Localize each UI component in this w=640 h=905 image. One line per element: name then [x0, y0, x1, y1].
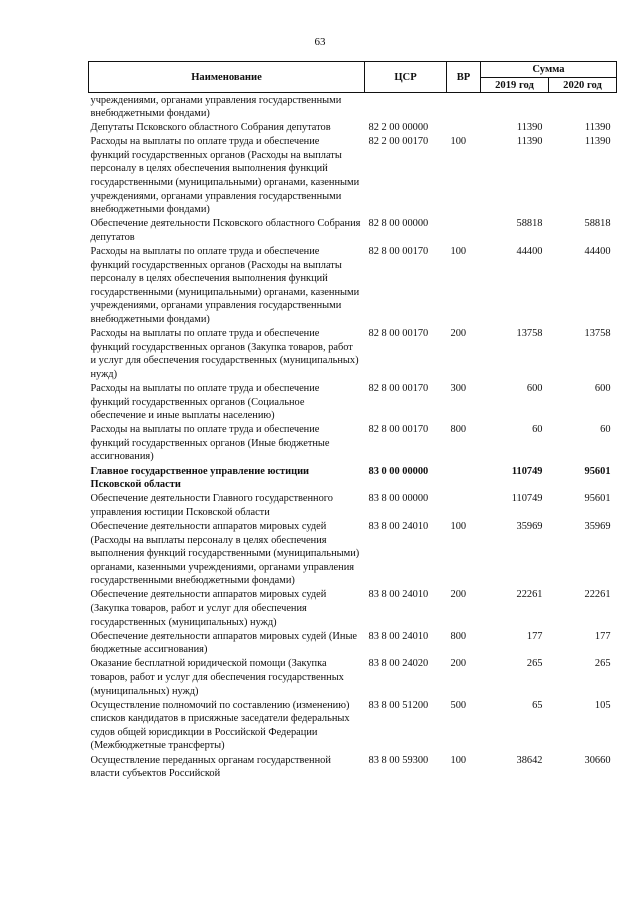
row-value-2019: 13758 [516, 328, 543, 340]
header-2020: 2020 год [549, 78, 617, 93]
row-name: Расходы на выплаты по оплате труда и обеспечение функций государственных органов (Расходы на выплаты персоналу в целях обеспечения выполнения функций государственными (муниципальными) органами, казенными учреждениями, органами управления государственными внебюджетными фондами) [90, 246, 360, 325]
table-header [89, 62, 617, 93]
row-value-2020: 60 [600, 424, 611, 436]
header-vr: ВР [447, 62, 481, 93]
row-vr [447, 217, 481, 245]
row-value-2020: 30660 [584, 754, 611, 766]
row-vr: 800 [450, 424, 467, 436]
row-name: Депутаты Псковского областного Собрания депутатов [90, 122, 331, 134]
row-value-2019: 11390 [516, 136, 543, 148]
row-value-2019: 600 [526, 382, 543, 394]
row-csr: 82 8 00 00170 [368, 382, 429, 394]
row-csr: 83 8 00 51200 [368, 699, 429, 711]
row-vr: 500 [450, 699, 467, 711]
row-csr: 82 8 00 00000 [368, 218, 429, 230]
row-value-2019: 177 [526, 630, 543, 642]
row-name: Расходы на выплаты по оплате труда и обеспечение функций государственных органов (Закупка товаров, работ и услуг для обеспечения государственных (муниципальных) нужд) [90, 328, 359, 380]
row-name: Расходы на выплаты по оплате труда и обеспечение функций государственных органов (Социальное обеспечение и иные выплаты населению) [90, 382, 320, 422]
table-row [89, 698, 617, 753]
row-vr: 200 [450, 658, 467, 670]
row-vr: 800 [450, 630, 467, 642]
row-name: Расходы на выплаты по оплате труда и обеспечение функций государственных органов (Иные бюджетные ассигнования) [90, 424, 330, 463]
row-value-2020: 265 [594, 658, 611, 670]
row-value-2020: 105 [594, 699, 611, 711]
row-csr: 82 8 00 00170 [368, 328, 429, 340]
row-name: Обеспечение деятельности аппаратов мировых судей (Расходы на выплаты персоналу в целях обеспечения выполнения функций государственными (муниципальными) органами, казенными учреждениями, органами управления государственными внебюджетными фондами) [90, 520, 360, 587]
row-name: Осуществление полномочий по составлению (изменению) списков кандидатов в присяжные заседатели федеральных судов общей юрисдикции в Российской Федерации (Межбюджетные трансферты) [90, 699, 350, 752]
table-row [89, 753, 617, 781]
row-name: Обеспечение деятельности аппаратов мировых судей (Иные бюджетные ассигнования) [90, 630, 358, 656]
row-value-2019: 58818 [516, 218, 543, 230]
row-csr: 82 2 00 00000 [368, 122, 429, 134]
row-csr: 83 8 00 24020 [368, 658, 429, 670]
table-row [89, 217, 617, 245]
table-row [89, 93, 617, 121]
row-value-2020: 44400 [584, 246, 611, 258]
row-name: Оказание бесплатной юридической помощи (Закупка товаров, работ и услуг для обеспечения государственных (муниципальных) нужд) [90, 658, 344, 697]
row-vr: 100 [450, 136, 467, 148]
row-csr: 83 0 00 00000 [368, 465, 429, 477]
row-name: Обеспечение деятельности Главного государственного управления юстиции Псковской области [90, 493, 333, 518]
budget-table [88, 61, 617, 781]
row-value-2019: 38642 [516, 754, 543, 766]
row-csr: 82 8 00 00170 [368, 246, 429, 258]
table-row [89, 492, 617, 520]
row-value-2020: 95601 [584, 465, 611, 477]
header-sum: Сумма [481, 62, 617, 78]
row-csr: 82 2 00 00170 [368, 136, 429, 148]
row-csr: 83 8 00 00000 [368, 493, 429, 505]
row-value-2019 [481, 93, 549, 121]
row-value-2020: 22261 [584, 589, 611, 601]
page-number: 63 [314, 36, 326, 48]
row-value-2019: 22261 [516, 589, 543, 601]
row-vr: 200 [450, 328, 467, 340]
row-value-2019: 11390 [516, 122, 543, 134]
row-csr: 83 8 00 24010 [368, 520, 429, 532]
row-value-2020: 58818 [584, 218, 611, 230]
table-row [89, 327, 617, 382]
table-row [89, 657, 617, 698]
table-row [89, 629, 617, 657]
header-2019: 2019 год [481, 78, 549, 93]
row-value-2020: 13758 [584, 328, 611, 340]
row-value-2020: 35969 [584, 520, 611, 532]
table-row [89, 245, 617, 327]
header-csr: ЦСР [365, 62, 447, 93]
row-vr [447, 492, 481, 520]
row-name: Обеспечение деятельности Псковского областного Собрания депутатов [90, 218, 361, 243]
row-value-2020: 600 [594, 382, 611, 394]
row-value-2019: 44400 [516, 246, 543, 258]
row-value-2019: 265 [526, 658, 543, 670]
row-vr: 200 [450, 589, 467, 601]
row-value-2019: 35969 [516, 520, 543, 532]
table-row [89, 381, 617, 422]
row-csr: 83 8 00 59300 [368, 754, 429, 766]
row-vr: 100 [450, 754, 467, 766]
row-name: Расходы на выплаты по оплате труда и обеспечение функций государственных органов (Расходы на выплаты персоналу в целях обеспечения выполнения функций государственными (муниципальными) органами, казенными учреждениями, органами управления государственными внебюджетными фондами) [90, 136, 360, 216]
table-row [89, 464, 617, 492]
table-row [89, 588, 617, 629]
row-value-2020: 177 [594, 630, 611, 642]
row-vr: 300 [450, 382, 467, 394]
table-row [89, 519, 617, 587]
row-vr: 100 [450, 520, 467, 532]
row-csr: 83 8 00 24010 [368, 589, 429, 601]
table-body [89, 93, 617, 781]
row-vr [447, 93, 481, 121]
row-name: Осуществление переданных органам государственной власти субъектов Российской [90, 754, 331, 780]
row-csr: 83 8 00 24010 [368, 630, 429, 642]
row-vr: 100 [450, 246, 467, 258]
row-value-2019: 60 [532, 424, 543, 436]
row-value-2020: 11390 [584, 136, 611, 148]
row-vr [447, 121, 481, 135]
row-csr: 82 8 00 00170 [368, 424, 429, 436]
row-vr [447, 464, 481, 492]
row-csr [365, 93, 447, 121]
row-value-2020: 95601 [584, 493, 611, 505]
table-row [89, 423, 617, 464]
row-value-2019: 110749 [511, 493, 543, 505]
row-name: Главное государственное управление юстиции Псковской области [90, 465, 310, 491]
row-value-2019: 110749 [511, 465, 543, 477]
table-row [89, 135, 617, 217]
row-value-2020 [549, 93, 617, 121]
header-name: Наименование [89, 62, 365, 93]
table-row [89, 121, 617, 135]
row-value-2019: 65 [532, 699, 543, 711]
row-value-2020: 11390 [584, 122, 611, 134]
row-name: Обеспечение деятельности аппаратов мировых судей (Закупка товаров, работ и услуг для обеспечения государственных (муниципальных) нужд) [90, 589, 327, 628]
row-name: учреждениями, органами управления государственными внебюджетными фондами) [90, 94, 342, 120]
